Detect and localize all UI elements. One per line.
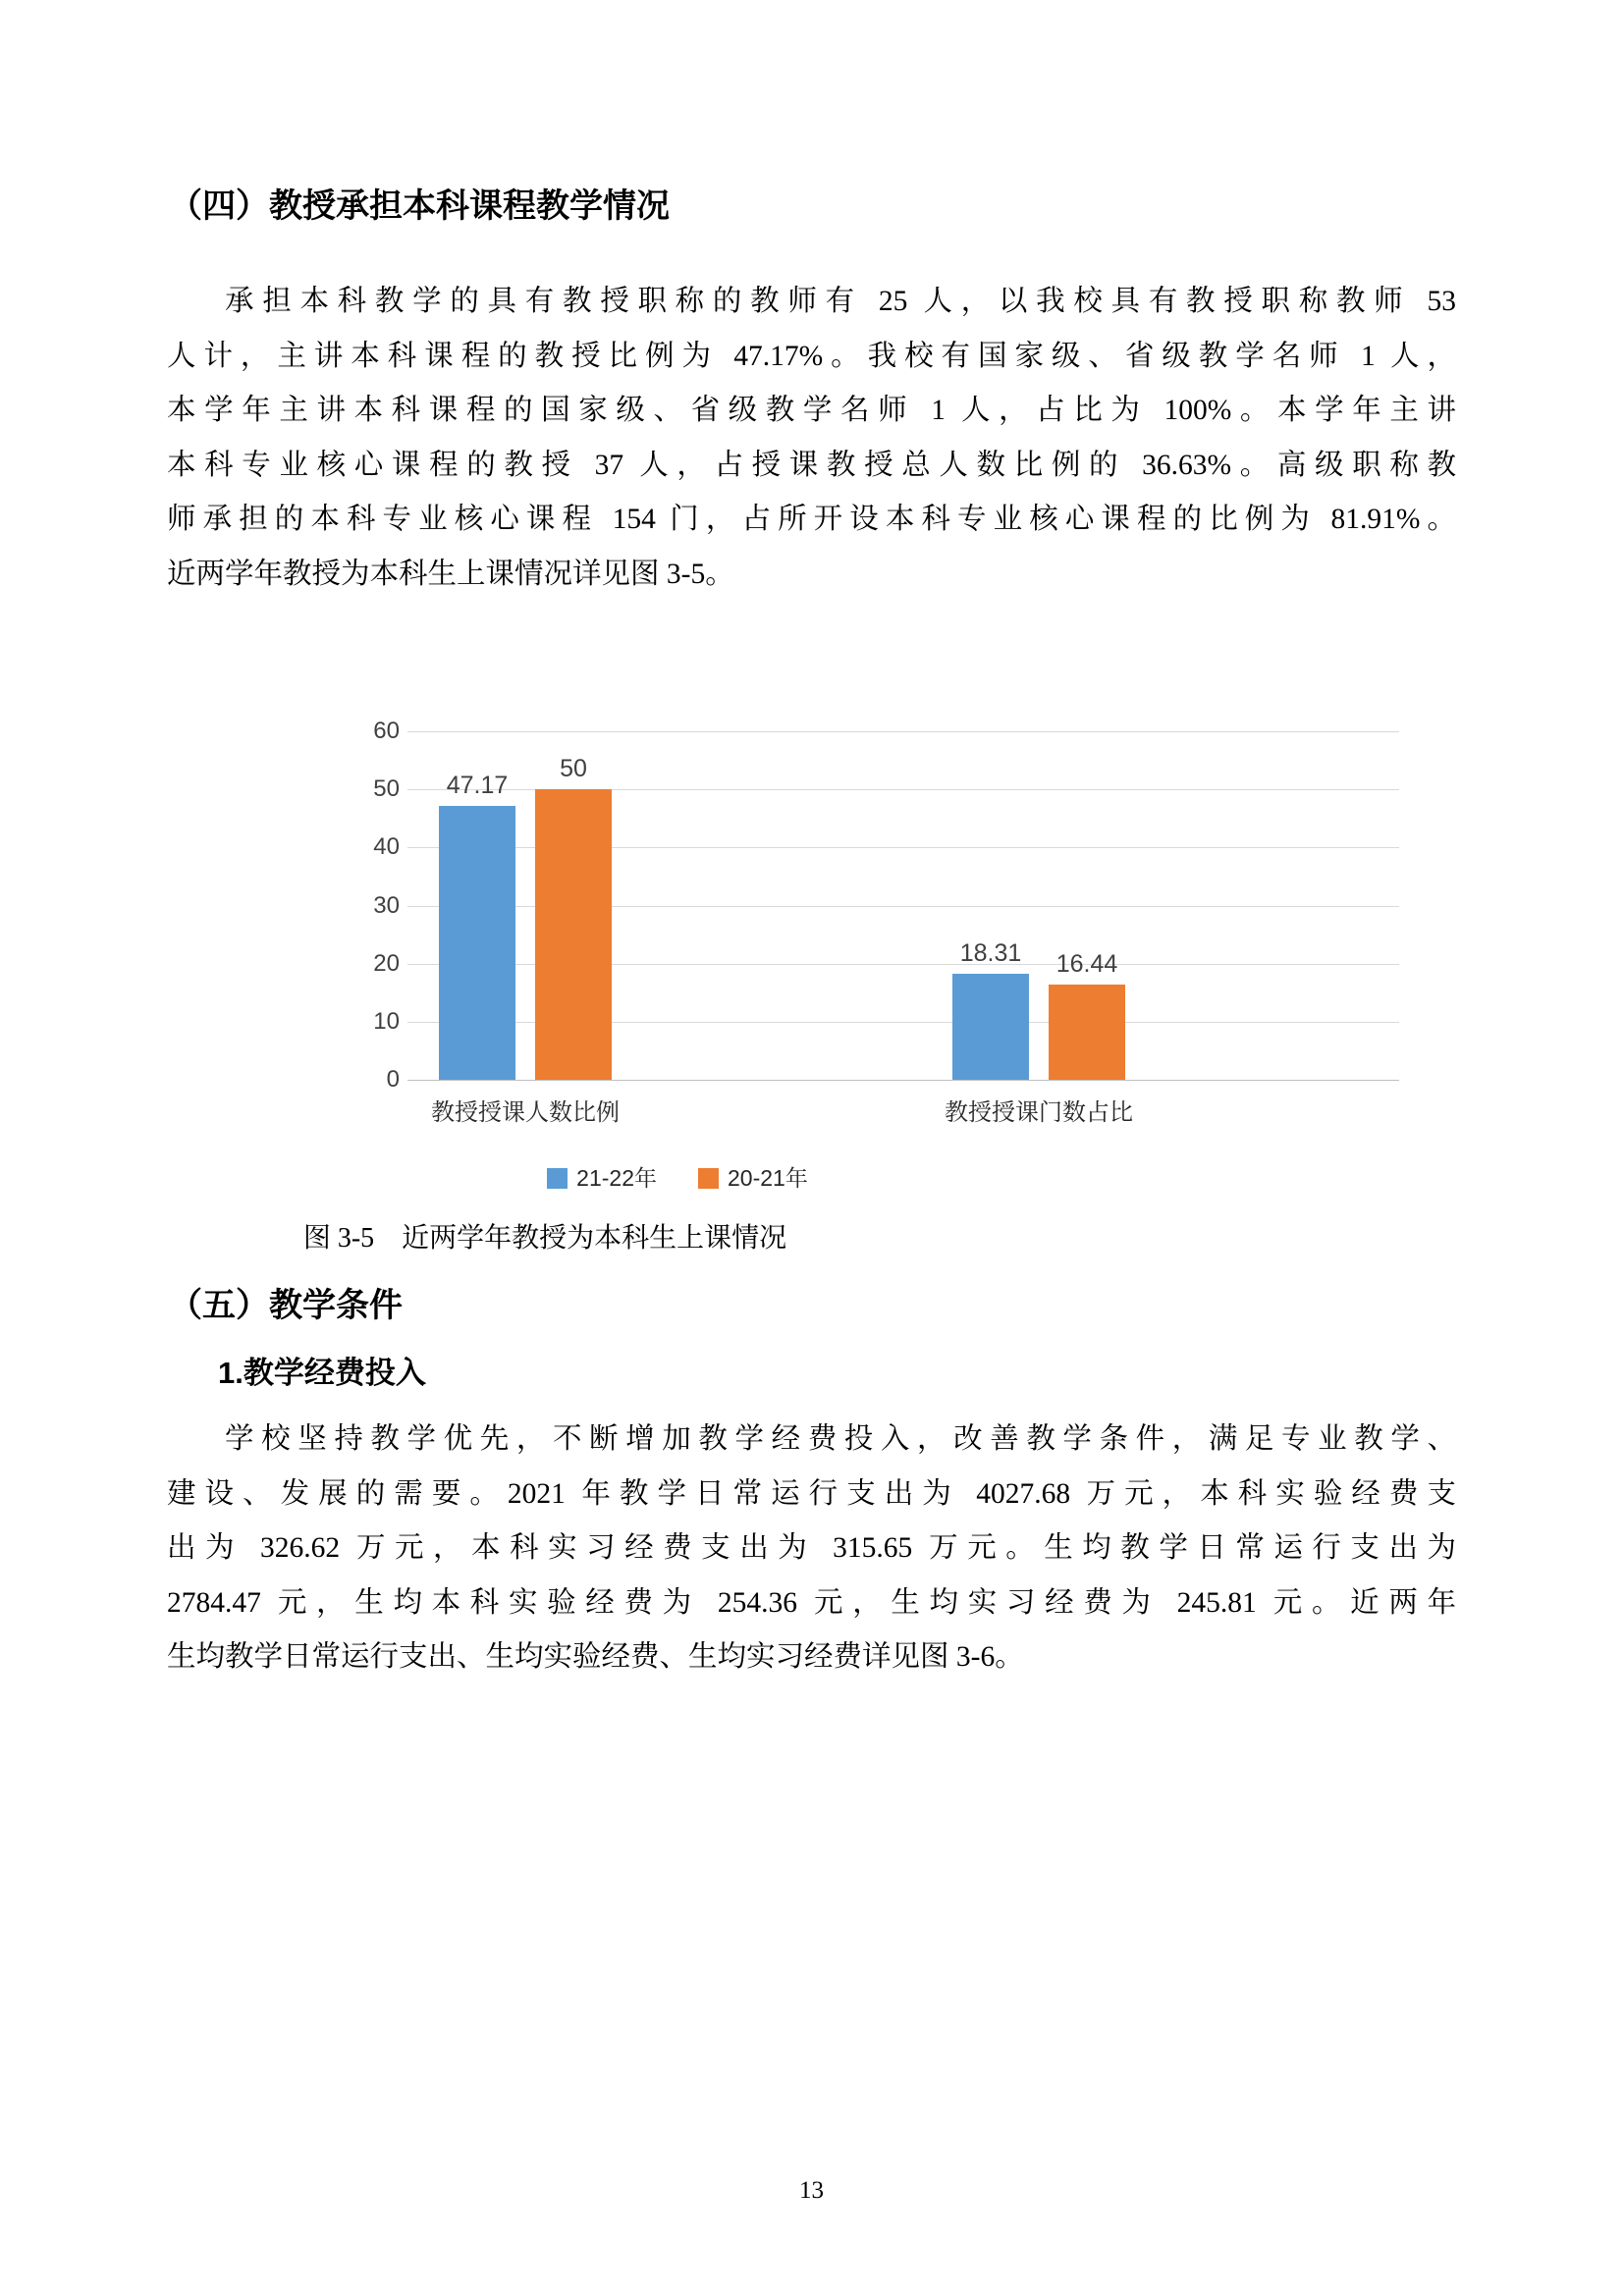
- section4-heading: （四）教授承担本科课程教学情况: [169, 187, 670, 225]
- paragraph-line: 生均教学日常运行支出、生均实验经费、生均实习经费详见图 3-6。: [167, 1641, 1024, 1673]
- x-axis-category-label: 教授授课门数占比: [945, 1099, 1133, 1126]
- paragraph-line: 本科专业核心课程的教授 37 人，占授课教授总人数比例的 36.63%。高级职称教: [167, 449, 1456, 481]
- y-axis-tick-label: 40: [373, 833, 400, 860]
- bar-data-label: 50: [560, 755, 587, 782]
- bar-20-21年-教授授课门数占比: [1049, 985, 1125, 1080]
- paragraph-line: 建设、发展的需要。2021 年教学日常运行支出为 4027.68 万元，本科实验经费支: [167, 1477, 1456, 1510]
- bar-data-label: 18.31: [959, 939, 1022, 967]
- paragraph-line: 本学年主讲本科课程的国家级、省级教学名师 1 人，占比为 100%。本学年主讲: [167, 395, 1456, 426]
- legend-label: 20-21年: [728, 1165, 808, 1191]
- section5-subheading: 1.教学经费投入: [218, 1356, 426, 1390]
- x-axis-line: [407, 1080, 1399, 1081]
- bar-21-22年-教授授课门数占比: [952, 974, 1029, 1080]
- legend-label: 21-22年: [576, 1165, 657, 1191]
- paragraph-line: 承担本科教学的具有教授职称的教师有 25 人，以我校具有教授职称教师 53: [225, 286, 1456, 317]
- y-axis-tick-label: 0: [386, 1066, 400, 1093]
- legend-item: [547, 1165, 657, 1191]
- bar-20-21年-教授授课人数比例: [535, 789, 612, 1080]
- legend-swatch-icon: [698, 1168, 719, 1189]
- paragraph-line: 人计，主讲本科课程的教授比例为 47.17%。我校有国家级、省级教学名师 1 人，: [167, 340, 1456, 372]
- page-number: 13: [799, 2177, 824, 2204]
- legend-swatch-icon: [547, 1168, 568, 1189]
- figure-caption: 图 3-5 近两学年教授为本科生上课情况: [302, 1223, 787, 1254]
- y-axis-tick-label: 30: [373, 892, 400, 919]
- figure-3-5-bar-chart: [373, 718, 1419, 1242]
- gridline: [407, 731, 1399, 732]
- section5-paragraph: [167, 1413, 1456, 1685]
- y-axis-tick-label: 20: [373, 950, 400, 977]
- y-axis-tick-label: 10: [373, 1008, 400, 1035]
- paragraph-line: 出为 326.62 万元，本科实习经费支出为 315.65 万元。生均教学日常运行支出为: [167, 1532, 1456, 1564]
- paragraph-line: 2784.47 元，生均本科实验经费为 254.36 元，生均实习经费为 245.81 元。近两年: [167, 1586, 1456, 1619]
- y-axis-tick-label: 60: [373, 718, 400, 744]
- y-axis-tick-label: 50: [373, 775, 400, 802]
- section4-paragraph: [167, 275, 1456, 602]
- paragraph-line: 学校坚持教学优先，不断增加教学经费投入，改善教学条件，满足专业教学、: [225, 1423, 1456, 1455]
- x-axis-category-label: 教授授课人数比例: [431, 1099, 620, 1126]
- paragraph-line: 师承担的本科专业核心课程 154 门，占所开设本科专业核心课程的比例为 81.91%。: [167, 504, 1456, 535]
- paragraph-line: 近两学年教授为本科生上课情况详见图 3-5。: [167, 558, 734, 590]
- bar-data-label: 47.17: [446, 772, 509, 799]
- bar-21-22年-教授授课人数比例: [439, 806, 515, 1080]
- chart-legend: [506, 1165, 849, 1191]
- section5-heading: （五）教学条件: [169, 1287, 403, 1324]
- legend-item: [698, 1165, 808, 1191]
- bar-data-label: 16.44: [1055, 950, 1118, 978]
